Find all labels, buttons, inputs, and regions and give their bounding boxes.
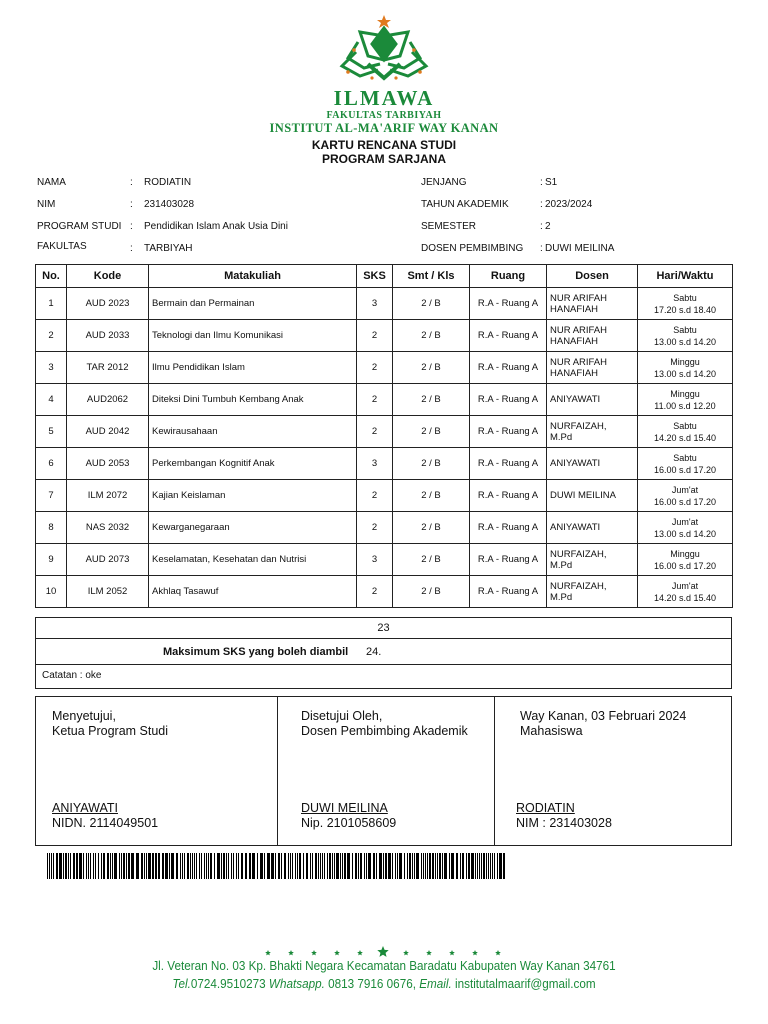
signature-box <box>35 696 732 846</box>
header-sks: SKS <box>357 265 393 288</box>
cell-sks: 2 <box>357 512 393 544</box>
table-row <box>36 288 733 320</box>
jenjang-value: S1 <box>545 177 558 188</box>
cell-matakuliah: Bermain dan Permainan <box>149 288 357 320</box>
footer-wa-label: Whatsapp. <box>268 976 325 991</box>
cell-hari-waktu: Sabtu 14.20 s.d 15.40 <box>638 416 733 448</box>
max-sks-label: Maksimum SKS yang boleh diambil <box>163 646 349 658</box>
institute-logo <box>0 14 768 135</box>
cell-no: 7 <box>36 480 67 512</box>
cell-hari-waktu: Jum'at 13.00 s.d 14.20 <box>638 512 733 544</box>
prodi-value: Pendidikan Islam Anak Usia Dini <box>144 221 288 232</box>
cell-sks: 2 <box>357 416 393 448</box>
header-ruang: Ruang <box>470 265 547 288</box>
tahun-value: 2023/2024 <box>545 199 593 210</box>
tahun-label: TAHUN AKADEMIK <box>421 199 509 210</box>
nim-value: 231403028 <box>144 199 195 210</box>
cell-dosen: NUR ARIFAH HANAFIAH <box>547 352 638 384</box>
logo-name: ILMAWA <box>333 86 435 110</box>
cell-kode: AUD 2073 <box>67 544 149 576</box>
cell-ruang: R.A - Ruang A <box>470 544 547 576</box>
cell-smt-kls: 2 / B <box>393 576 470 608</box>
cell-ruang: R.A - Ruang A <box>470 352 547 384</box>
cell-ruang: R.A - Ruang A <box>470 384 547 416</box>
cell-ruang: R.A - Ruang A <box>470 512 547 544</box>
total-sks <box>35 617 732 639</box>
footer-tel-value: 0724.9510273 <box>190 976 266 991</box>
course-table <box>35 264 733 608</box>
header-hari-waktu: Hari/Waktu <box>638 265 733 288</box>
nama-label: NAMA <box>37 177 66 188</box>
cell-smt-kls: 2 / B <box>393 288 470 320</box>
cell-hari-waktu: Minggu 13.00 s.d 14.20 <box>638 352 733 384</box>
cell-matakuliah: Perkembangan Kognitif Anak <box>149 448 357 480</box>
table-row <box>36 480 733 512</box>
cell-kode: ILM 2072 <box>67 480 149 512</box>
max-sks-value: 24. <box>366 646 382 658</box>
fakultas-value: TARBIYAH <box>144 243 193 254</box>
jenjang-sep: : <box>540 177 543 188</box>
cell-sks: 3 <box>357 448 393 480</box>
fakultas-sep: : <box>130 243 133 254</box>
lotus-star-emblem-icon <box>334 14 434 86</box>
dosen-pembimbing-label: DOSEN PEMBIMBING <box>421 243 524 254</box>
header-smt-kls: Smt / Kls <box>393 265 470 288</box>
cell-ruang: R.A - Ruang A <box>470 480 547 512</box>
sig-mhs-line2: Mahasiswa <box>520 724 583 738</box>
signature-mahasiswa <box>494 697 732 845</box>
prodi-sep: : <box>130 221 133 232</box>
cell-no: 8 <box>36 512 67 544</box>
nama-value: RODIATIN <box>144 177 192 188</box>
cell-dosen: ANIYAWATI <box>547 448 638 480</box>
cell-no: 1 <box>36 288 67 320</box>
cell-hari-waktu: Minggu 16.00 s.d 17.20 <box>638 544 733 576</box>
cell-kode: AUD 2033 <box>67 320 149 352</box>
cell-dosen: NUR ARIFAH HANAFIAH <box>547 320 638 352</box>
table-row <box>36 352 733 384</box>
table-row <box>36 512 733 544</box>
cell-sks: 2 <box>357 384 393 416</box>
cell-dosen: NURFAIZAH, M.Pd <box>547 544 638 576</box>
footer-email-value: institutalmaarif@gmail.com <box>451 976 596 991</box>
cell-sks: 2 <box>357 576 393 608</box>
signature-dosen-pa <box>277 697 495 845</box>
cell-dosen: NUR ARIFAH HANAFIAH <box>547 288 638 320</box>
cell-ruang: R.A - Ruang A <box>470 288 547 320</box>
fakultas-label: FAKULTAS <box>37 241 87 252</box>
cell-ruang: R.A - Ruang A <box>470 320 547 352</box>
document-subtitle: PROGRAM SARJANA <box>321 152 446 166</box>
catatan-note: Catatan : oke <box>35 665 732 689</box>
cell-ruang: R.A - Ruang A <box>470 448 547 480</box>
signature-kaprodi <box>36 697 277 845</box>
cell-no: 6 <box>36 448 67 480</box>
table-row <box>36 416 733 448</box>
cell-ruang: R.A - Ruang A <box>470 576 547 608</box>
cell-smt-kls: 2 / B <box>393 544 470 576</box>
cell-no: 5 <box>36 416 67 448</box>
cell-kode: AUD2062 <box>67 384 149 416</box>
cell-kode: AUD 2042 <box>67 416 149 448</box>
cell-dosen: DUWI MEILINA <box>547 480 638 512</box>
barcode-icon <box>47 853 505 879</box>
logo-institute: INSTITUT AL-MA'ARIF WAY KANAN <box>269 121 499 135</box>
sig-kaprodi-line1: Menyetujui, <box>52 709 116 723</box>
semester-value: 2 <box>545 221 551 232</box>
cell-hari-waktu: Sabtu 16.00 s.d 17.20 <box>638 448 733 480</box>
cell-kode: AUD 2053 <box>67 448 149 480</box>
cell-sks: 3 <box>357 544 393 576</box>
cell-sks: 2 <box>357 480 393 512</box>
max-sks-row <box>35 639 732 665</box>
sig-kaprodi-line2: Ketua Program Studi <box>52 724 169 738</box>
header-matakuliah: Matakuliah <box>149 265 357 288</box>
footer-address: Jl. Veteran No. 03 Kp. Bhakti Negara Kecamatan Baradatu Kabupaten Way Kanan 34761 <box>152 958 616 973</box>
cell-kode: ILM 2052 <box>67 576 149 608</box>
sig-kaprodi-name: ANIYAWATI <box>52 801 118 815</box>
table-row <box>36 384 733 416</box>
tahun-sep: : <box>540 199 543 210</box>
cell-matakuliah: Ilmu Pendidikan Islam <box>149 352 357 384</box>
cell-sks: 2 <box>357 352 393 384</box>
cell-matakuliah: Kewirausahaan <box>149 416 357 448</box>
cell-smt-kls: 2 / B <box>393 480 470 512</box>
cell-no: 4 <box>36 384 67 416</box>
cell-no: 10 <box>36 576 67 608</box>
sig-kaprodi-id: NIDN. 2114049501 <box>52 816 159 830</box>
cell-no: 3 <box>36 352 67 384</box>
cell-no: 9 <box>36 544 67 576</box>
sig-dosen-line1: Disetujui Oleh, <box>301 709 383 723</box>
cell-dosen: NURFAIZAH, M.Pd <box>547 416 638 448</box>
cell-no: 2 <box>36 320 67 352</box>
sig-dosen-name: DUWI MEILINA <box>301 801 388 815</box>
table-row <box>36 448 733 480</box>
cell-smt-kls: 2 / B <box>393 352 470 384</box>
cell-hari-waktu: Jum'at 14.20 s.d 15.40 <box>638 576 733 608</box>
document-title: KARTU RENCANA STUDI <box>311 138 457 152</box>
jenjang-label: JENJANG <box>421 177 467 188</box>
header-kode: Kode <box>67 265 149 288</box>
table-row <box>36 576 733 608</box>
sig-mhs-id: NIM : 231403028 <box>516 816 612 830</box>
footer-wa-value: 0813 7916 0676, <box>324 976 416 991</box>
cell-matakuliah: Diteksi Dini Tumbuh Kembang Anak <box>149 384 357 416</box>
semester-label: SEMESTER <box>421 221 477 232</box>
cell-hari-waktu: Sabtu 13.00 s.d 14.20 <box>638 320 733 352</box>
footer-contact <box>38 976 729 991</box>
table-row <box>36 544 733 576</box>
cell-kode: TAR 2012 <box>67 352 149 384</box>
cell-hari-waktu: Jum'at 16.00 s.d 17.20 <box>638 480 733 512</box>
sig-mhs-line1: Way Kanan, 03 Februari 2024 <box>520 709 687 723</box>
header-no: No. <box>36 265 67 288</box>
cell-smt-kls: 2 / B <box>393 320 470 352</box>
cell-smt-kls: 2 / B <box>393 384 470 416</box>
nim-label: NIM <box>37 199 56 210</box>
cell-smt-kls: 2 / B <box>393 416 470 448</box>
cell-hari-waktu: Minggu 11.00 s.d 12.20 <box>638 384 733 416</box>
cell-smt-kls: 2 / B <box>393 512 470 544</box>
sig-dosen-line2: Dosen Pembimbing Akademik <box>301 724 468 738</box>
cell-hari-waktu: Sabtu 17.20 s.d 18.40 <box>638 288 733 320</box>
dosen-pembimbing-value: DUWI MEILINA <box>545 243 615 254</box>
nama-sep: : <box>130 177 133 188</box>
sig-dosen-id: Nip. 2101058609 <box>301 816 397 830</box>
cell-ruang: R.A - Ruang A <box>470 416 547 448</box>
cell-kode: NAS 2032 <box>67 512 149 544</box>
footer-email-label: Email. <box>419 976 452 991</box>
cell-sks: 3 <box>357 288 393 320</box>
cell-matakuliah: Kajian Keislaman <box>149 480 357 512</box>
cell-matakuliah: Teknologi dan Ilmu Komunikasi <box>149 320 357 352</box>
sig-mhs-name: RODIATIN <box>516 801 575 815</box>
header-dosen: Dosen <box>547 265 638 288</box>
cell-smt-kls: 2 / B <box>393 448 470 480</box>
logo-faculty: FAKULTAS TARBIYAH <box>326 110 442 121</box>
cell-matakuliah: Keselamatan, Kesehatan dan Nutrisi <box>149 544 357 576</box>
cell-dosen: NURFAIZAH, M.Pd <box>547 576 638 608</box>
nim-sep: : <box>130 199 133 210</box>
dosen-pembimbing-sep: : <box>540 243 543 254</box>
cell-dosen: ANIYAWATI <box>547 512 638 544</box>
prodi-label: PROGRAM STUDI <box>37 221 122 232</box>
cell-dosen: ANIYAWATI <box>547 384 638 416</box>
cell-kode: AUD 2023 <box>67 288 149 320</box>
semester-sep: : <box>540 221 543 232</box>
total-sks-value: 23 <box>377 622 390 634</box>
table-row <box>36 320 733 352</box>
cell-sks: 2 <box>357 320 393 352</box>
footer-tel-label: Tel. <box>172 976 191 991</box>
cell-matakuliah: Akhlaq Tasawuf <box>149 576 357 608</box>
cell-matakuliah: Kewarganegaraan <box>149 512 357 544</box>
table-header-row <box>36 265 733 288</box>
